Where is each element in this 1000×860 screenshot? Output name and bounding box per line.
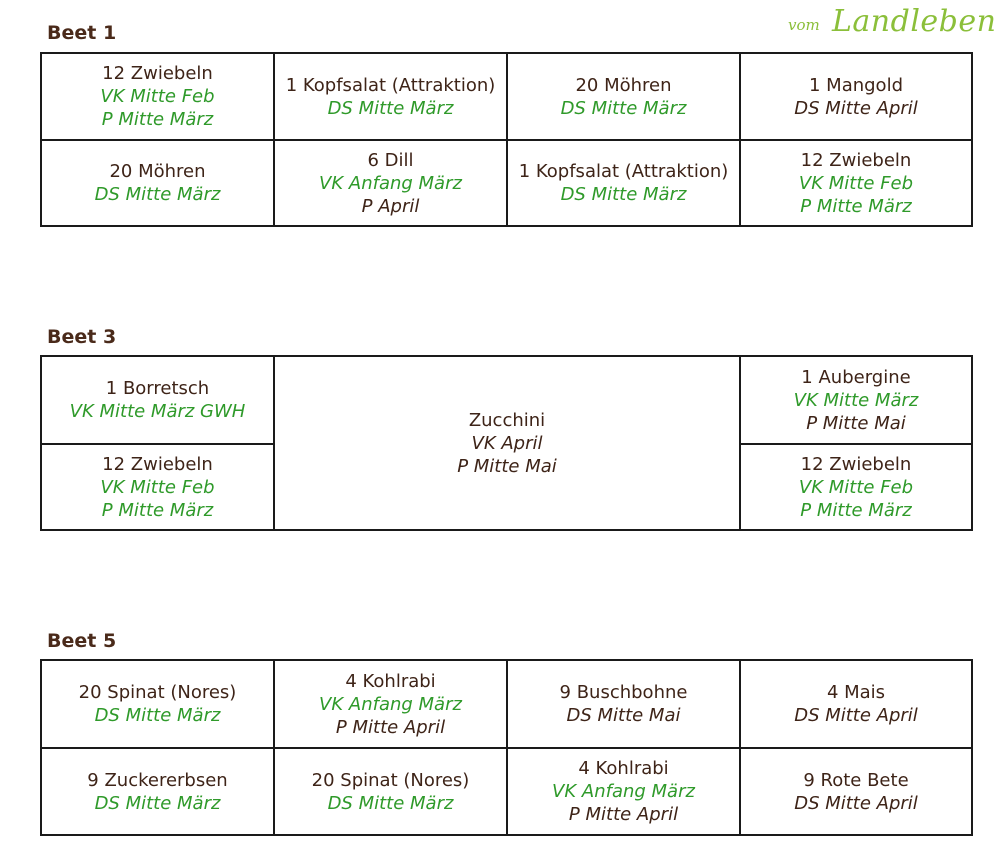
- bed-cell: [741, 661, 971, 749]
- bed-cell: [42, 661, 275, 749]
- schedule-line: VK Mitte März: [793, 389, 919, 411]
- bed-cell: [275, 749, 508, 834]
- plant-name: Zucchini: [468, 409, 546, 431]
- plant-name: 4 Mais: [826, 682, 886, 703]
- bed-title-3: Beet 3: [47, 326, 117, 348]
- schedule-line: DS Mitte März: [94, 184, 221, 205]
- schedule-line: VK Anfang März: [319, 693, 462, 715]
- schedule-line: P Mitte März: [800, 499, 912, 521]
- plant-name: 20 Möhren: [575, 74, 672, 96]
- bed-cell: [741, 749, 971, 834]
- schedule-line: VK Mitte Feb: [798, 476, 914, 498]
- schedule-line: VK Mitte Feb: [798, 172, 914, 194]
- schedule-line: VK Mitte Feb: [100, 86, 215, 107]
- plant-name: 6 Dill: [367, 149, 414, 171]
- plant-name: 20 Spinat (Nores): [311, 769, 470, 791]
- plant-name: 9 Buschbohne: [559, 682, 688, 703]
- schedule-line: DS Mitte April: [794, 792, 918, 814]
- plant-name: 1 Kopfsalat (Attraktion): [518, 161, 729, 182]
- bed-cell: [741, 54, 971, 141]
- bed-cell: [275, 661, 508, 749]
- bed-cell: [741, 141, 971, 225]
- plant-name: 9 Zuckererbsen: [87, 769, 228, 791]
- plant-name: 12 Zwiebeln: [102, 453, 213, 475]
- schedule-line: DS Mitte März: [560, 97, 687, 119]
- plant-name: 1 Aubergine: [801, 366, 911, 388]
- schedule-line: VK April: [471, 432, 543, 454]
- bed-cell: [42, 749, 275, 834]
- schedule-line: VK Anfang März: [319, 172, 462, 194]
- plant-name: 1 Kopfsalat (Attraktion): [285, 74, 496, 96]
- plant-name: 20 Möhren: [109, 161, 206, 182]
- plant-name: 1 Mangold: [808, 74, 903, 96]
- bed-cell: [275, 141, 508, 225]
- schedule-line: VK Mitte März GWH: [69, 401, 246, 422]
- schedule-line: P April: [361, 195, 420, 217]
- bed-cell: [508, 54, 741, 141]
- schedule-line: P Mitte Mai: [806, 412, 906, 434]
- schedule-line: VK Mitte Feb: [100, 476, 215, 498]
- bed-cell: [42, 54, 275, 141]
- bed-grid-3: [40, 355, 973, 531]
- plant-name: 4 Kohlrabi: [578, 758, 669, 779]
- schedule-line: P Mitte März: [800, 195, 912, 217]
- bed-cell: [275, 357, 741, 529]
- schedule-line: P Mitte April: [568, 804, 679, 825]
- bed-cell: [741, 445, 971, 529]
- brand-logo: [788, 4, 997, 48]
- schedule-line: DS Mitte März: [94, 792, 221, 814]
- logo-vom-text: vom: [788, 16, 820, 34]
- schedule-line: DS Mitte Mai: [566, 705, 681, 726]
- bed-cell: [508, 661, 741, 749]
- bed-cell: [508, 141, 741, 225]
- schedule-line: DS Mitte März: [94, 705, 221, 726]
- logo-name-text: Landleben: [832, 4, 997, 39]
- bed-cell: [508, 749, 741, 834]
- bed-cell: [741, 357, 971, 445]
- bed-cell: [42, 141, 275, 225]
- schedule-line: VK Anfang März: [552, 781, 695, 802]
- schedule-line: DS Mitte März: [327, 97, 454, 119]
- plant-name: 4 Kohlrabi: [345, 670, 436, 692]
- bed-cell: [275, 54, 508, 141]
- plant-name: 9 Rote Bete: [803, 769, 909, 791]
- schedule-line: P Mitte April: [335, 716, 446, 738]
- plant-name: 12 Zwiebeln: [102, 63, 213, 84]
- schedule-line: DS Mitte April: [794, 97, 918, 119]
- schedule-line: DS Mitte April: [794, 705, 918, 726]
- plant-name: 12 Zwiebeln: [800, 149, 912, 171]
- bed-title-5: Beet 5: [47, 630, 117, 652]
- plant-name: 20 Spinat (Nores): [78, 682, 237, 703]
- bed-title-1: Beet 1: [47, 22, 117, 44]
- schedule-line: DS Mitte März: [327, 792, 454, 814]
- schedule-line: DS Mitte März: [560, 184, 687, 205]
- schedule-line: P Mitte März: [101, 109, 214, 130]
- plant-name: 1 Borretsch: [105, 378, 210, 399]
- plant-name: 12 Zwiebeln: [800, 453, 912, 475]
- schedule-line: P Mitte März: [101, 499, 214, 521]
- schedule-line: P Mitte Mai: [457, 455, 557, 477]
- bed-cell: [42, 445, 275, 529]
- bed-grid-1: [40, 52, 973, 227]
- bed-cell: [42, 357, 275, 445]
- bed-grid-5: [40, 659, 973, 836]
